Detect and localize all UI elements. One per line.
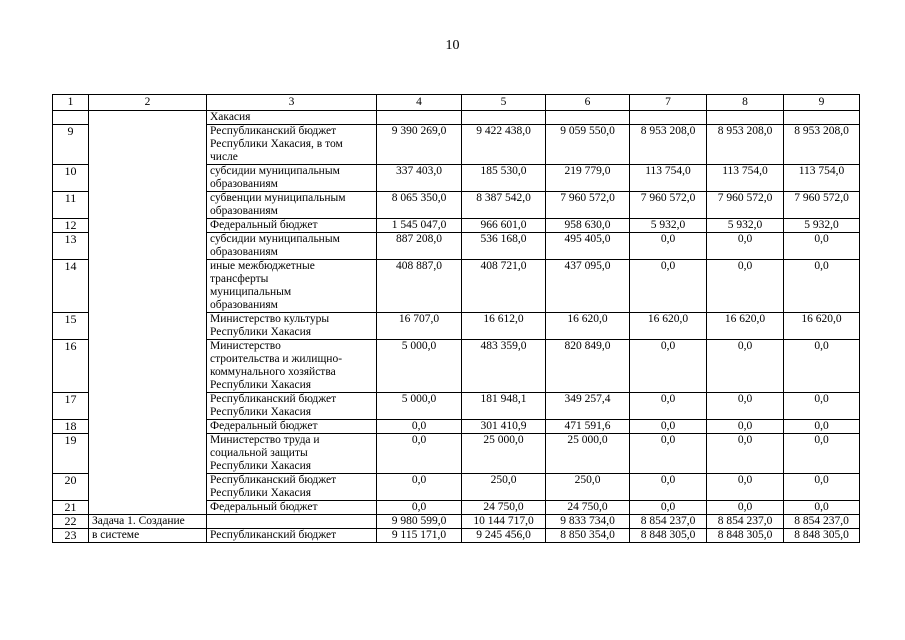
value-cell: 181 948,1 bbox=[462, 393, 546, 420]
value-cell: 0,0 bbox=[630, 233, 707, 260]
value-cell: 8 065 350,0 bbox=[377, 192, 462, 219]
value-cell: 483 359,0 bbox=[462, 340, 546, 393]
value-cell: 9 245 456,0 bbox=[462, 529, 546, 543]
column-header: 9 bbox=[784, 95, 860, 111]
value-cell: 5 000,0 bbox=[377, 393, 462, 420]
value-cell: 9 390 269,0 bbox=[377, 125, 462, 165]
row-number-cell: 19 bbox=[53, 434, 89, 474]
item-name-line: субсидии муниципальным bbox=[210, 233, 340, 245]
row-number-cell: 12 bbox=[53, 219, 89, 233]
item-name-line: Республиканский бюджет bbox=[210, 474, 337, 486]
value-cell: 0,0 bbox=[707, 474, 784, 501]
value-cell: 24 750,0 bbox=[546, 501, 630, 515]
item-name-line: Федеральный бюджет bbox=[210, 420, 318, 432]
item-name-cell bbox=[207, 219, 377, 233]
item-name-line: Республиканский бюджет bbox=[210, 125, 337, 137]
item-name-line: Республики Хакасия bbox=[210, 406, 312, 418]
value-cell: 9 422 438,0 bbox=[462, 125, 546, 165]
item-name-line: Республики Хакасия bbox=[210, 460, 312, 472]
value-cell: 887 208,0 bbox=[377, 233, 462, 260]
item-name-cell bbox=[207, 111, 377, 125]
value-cell: 25 000,0 bbox=[462, 434, 546, 474]
value-cell: 0,0 bbox=[707, 260, 784, 313]
column-header: 7 bbox=[630, 95, 707, 111]
item-name-line: Республиканский бюджет bbox=[210, 393, 337, 405]
row-number-cell bbox=[53, 111, 89, 125]
value-cell: 8 953 208,0 bbox=[707, 125, 784, 165]
value-cell bbox=[546, 111, 630, 125]
item-name-line: образованиям bbox=[210, 178, 278, 190]
value-cell: 0,0 bbox=[784, 474, 860, 501]
column-header: 6 bbox=[546, 95, 630, 111]
value-cell: 25 000,0 bbox=[546, 434, 630, 474]
value-cell: 16 620,0 bbox=[546, 313, 630, 340]
item-name-line: Республики Хакасия bbox=[210, 487, 312, 499]
item-name-cell bbox=[207, 529, 377, 543]
value-cell: 408 721,0 bbox=[462, 260, 546, 313]
value-cell: 536 168,0 bbox=[462, 233, 546, 260]
value-cell: 5 000,0 bbox=[377, 340, 462, 393]
value-cell: 349 257,4 bbox=[546, 393, 630, 420]
item-name-line: субсидии муниципальным bbox=[210, 165, 340, 177]
value-cell: 8 953 208,0 bbox=[784, 125, 860, 165]
value-cell: 0,0 bbox=[707, 501, 784, 515]
value-cell: 0,0 bbox=[630, 501, 707, 515]
column-header: 4 bbox=[377, 95, 462, 111]
item-name-line: образованиям bbox=[210, 205, 278, 217]
row-number-cell: 16 bbox=[53, 340, 89, 393]
value-cell: 0,0 bbox=[707, 420, 784, 434]
item-name-cell bbox=[207, 420, 377, 434]
item-name-line: Республики Хакасия bbox=[210, 326, 312, 338]
value-cell: 0,0 bbox=[707, 340, 784, 393]
value-cell: 8 848 305,0 bbox=[630, 529, 707, 543]
column-header: 2 bbox=[89, 95, 207, 111]
value-cell: 0,0 bbox=[784, 233, 860, 260]
value-cell: 250,0 bbox=[546, 474, 630, 501]
value-cell: 8 848 305,0 bbox=[707, 529, 784, 543]
value-cell: 0,0 bbox=[784, 260, 860, 313]
value-cell: 10 144 717,0 bbox=[462, 515, 546, 529]
value-cell: 5 932,0 bbox=[707, 219, 784, 233]
value-cell: 0,0 bbox=[784, 501, 860, 515]
value-cell: 0,0 bbox=[630, 340, 707, 393]
budget-table bbox=[52, 94, 860, 543]
value-cell: 7 960 572,0 bbox=[546, 192, 630, 219]
table-header-row bbox=[53, 95, 860, 111]
item-name-line: Министерство bbox=[210, 340, 281, 352]
value-cell: 9 115 171,0 bbox=[377, 529, 462, 543]
row-number-cell: 23 bbox=[53, 529, 89, 543]
row-number-cell: 11 bbox=[53, 192, 89, 219]
item-name-cell bbox=[207, 260, 377, 313]
value-cell bbox=[630, 111, 707, 125]
value-cell: 9 833 734,0 bbox=[546, 515, 630, 529]
item-name-line: субвенции муниципальным bbox=[210, 192, 346, 204]
value-cell: 0,0 bbox=[630, 260, 707, 313]
row-number-cell: 14 bbox=[53, 260, 89, 313]
value-cell bbox=[462, 111, 546, 125]
value-cell: 471 591,6 bbox=[546, 420, 630, 434]
value-cell: 408 887,0 bbox=[377, 260, 462, 313]
value-cell: 9 980 599,0 bbox=[377, 515, 462, 529]
item-name-line: Республиканский бюджет bbox=[210, 529, 337, 541]
item-name-line: Республики Хакасия, в том bbox=[210, 138, 343, 150]
value-cell: 8 848 305,0 bbox=[784, 529, 860, 543]
value-cell: 0,0 bbox=[784, 340, 860, 393]
value-cell: 0,0 bbox=[707, 434, 784, 474]
value-cell: 0,0 bbox=[707, 233, 784, 260]
value-cell: 0,0 bbox=[630, 393, 707, 420]
item-name-line: Федеральный бюджет bbox=[210, 501, 318, 513]
item-name-line: Министерство культуры bbox=[210, 313, 330, 325]
item-name-line: образованиям bbox=[210, 299, 278, 311]
item-name-cell bbox=[207, 434, 377, 474]
item-name-line: трансферты bbox=[210, 273, 269, 285]
value-cell: 437 095,0 bbox=[546, 260, 630, 313]
item-name-line: коммунального хозяйства bbox=[210, 366, 336, 378]
item-name-cell bbox=[207, 340, 377, 393]
value-cell bbox=[707, 111, 784, 125]
value-cell: 0,0 bbox=[707, 393, 784, 420]
value-cell: 0,0 bbox=[630, 434, 707, 474]
task-cell bbox=[89, 111, 207, 515]
value-cell: 0,0 bbox=[377, 420, 462, 434]
value-cell: 8 850 354,0 bbox=[546, 529, 630, 543]
item-name-cell bbox=[207, 515, 377, 529]
table-row bbox=[53, 111, 860, 125]
value-cell: 250,0 bbox=[462, 474, 546, 501]
value-cell: 495 405,0 bbox=[546, 233, 630, 260]
column-header: 1 bbox=[53, 95, 89, 111]
table-row bbox=[53, 529, 860, 543]
value-cell: 8 854 237,0 bbox=[707, 515, 784, 529]
value-cell: 958 630,0 bbox=[546, 219, 630, 233]
item-name-cell bbox=[207, 474, 377, 501]
item-name-line: социальной защиты bbox=[210, 447, 308, 459]
value-cell: 7 960 572,0 bbox=[630, 192, 707, 219]
table-row bbox=[53, 515, 860, 529]
row-number-cell: 22 bbox=[53, 515, 89, 529]
row-number-cell: 13 bbox=[53, 233, 89, 260]
value-cell: 9 059 550,0 bbox=[546, 125, 630, 165]
row-number-cell: 15 bbox=[53, 313, 89, 340]
value-cell: 113 754,0 bbox=[784, 165, 860, 192]
row-number-cell: 18 bbox=[53, 420, 89, 434]
value-cell: 16 620,0 bbox=[630, 313, 707, 340]
value-cell: 7 960 572,0 bbox=[784, 192, 860, 219]
item-name-line: образованиям bbox=[210, 246, 278, 258]
value-cell: 337 403,0 bbox=[377, 165, 462, 192]
value-cell: 185 530,0 bbox=[462, 165, 546, 192]
item-name-cell bbox=[207, 393, 377, 420]
value-cell: 113 754,0 bbox=[630, 165, 707, 192]
value-cell: 24 750,0 bbox=[462, 501, 546, 515]
item-name-line: строительства и жилищно- bbox=[210, 353, 343, 365]
row-number-cell: 21 bbox=[53, 501, 89, 515]
value-cell: 113 754,0 bbox=[707, 165, 784, 192]
value-cell: 0,0 bbox=[784, 420, 860, 434]
item-name-cell bbox=[207, 233, 377, 260]
value-cell: 1 545 047,0 bbox=[377, 219, 462, 233]
column-header: 3 bbox=[207, 95, 377, 111]
item-name-cell bbox=[207, 501, 377, 515]
value-cell: 7 960 572,0 bbox=[707, 192, 784, 219]
item-name-line: Хакасия bbox=[210, 111, 251, 123]
value-cell: 16 707,0 bbox=[377, 313, 462, 340]
item-name-line: муниципальным bbox=[210, 286, 292, 298]
item-name-line: Федеральный бюджет bbox=[210, 219, 318, 231]
task-cell: Задача 1. Создание bbox=[89, 515, 207, 529]
value-cell: 8 953 208,0 bbox=[630, 125, 707, 165]
row-number-cell: 20 bbox=[53, 474, 89, 501]
table-body bbox=[53, 111, 860, 543]
page-number: 10 bbox=[445, 38, 460, 53]
task-cell: в системе bbox=[89, 529, 207, 543]
value-cell: 219 779,0 bbox=[546, 165, 630, 192]
value-cell: 0,0 bbox=[784, 434, 860, 474]
item-name-cell bbox=[207, 165, 377, 192]
value-cell: 5 932,0 bbox=[784, 219, 860, 233]
value-cell: 16 620,0 bbox=[784, 313, 860, 340]
row-number-cell: 9 bbox=[53, 125, 89, 165]
value-cell: 0,0 bbox=[377, 501, 462, 515]
item-name-cell bbox=[207, 125, 377, 165]
value-cell bbox=[377, 111, 462, 125]
value-cell: 16 620,0 bbox=[707, 313, 784, 340]
value-cell: 0,0 bbox=[630, 474, 707, 501]
value-cell: 8 854 237,0 bbox=[630, 515, 707, 529]
item-name-cell bbox=[207, 313, 377, 340]
value-cell: 8 387 542,0 bbox=[462, 192, 546, 219]
item-name-cell bbox=[207, 192, 377, 219]
row-number-cell: 17 bbox=[53, 393, 89, 420]
value-cell: 0,0 bbox=[377, 434, 462, 474]
value-cell: 966 601,0 bbox=[462, 219, 546, 233]
value-cell: 8 854 237,0 bbox=[784, 515, 860, 529]
item-name-line: Республики Хакасия bbox=[210, 379, 312, 391]
column-header: 8 bbox=[707, 95, 784, 111]
item-name-line: числе bbox=[210, 151, 238, 163]
value-cell: 820 849,0 bbox=[546, 340, 630, 393]
value-cell bbox=[784, 111, 860, 125]
value-cell: 0,0 bbox=[377, 474, 462, 501]
value-cell: 0,0 bbox=[630, 420, 707, 434]
value-cell: 5 932,0 bbox=[630, 219, 707, 233]
value-cell: 301 410,9 bbox=[462, 420, 546, 434]
row-number-cell: 10 bbox=[53, 165, 89, 192]
item-name-line: иные межбюджетные bbox=[210, 260, 315, 272]
value-cell: 0,0 bbox=[784, 393, 860, 420]
column-header: 5 bbox=[462, 95, 546, 111]
value-cell: 16 612,0 bbox=[462, 313, 546, 340]
item-name-line: Министерство труда и bbox=[210, 434, 320, 446]
